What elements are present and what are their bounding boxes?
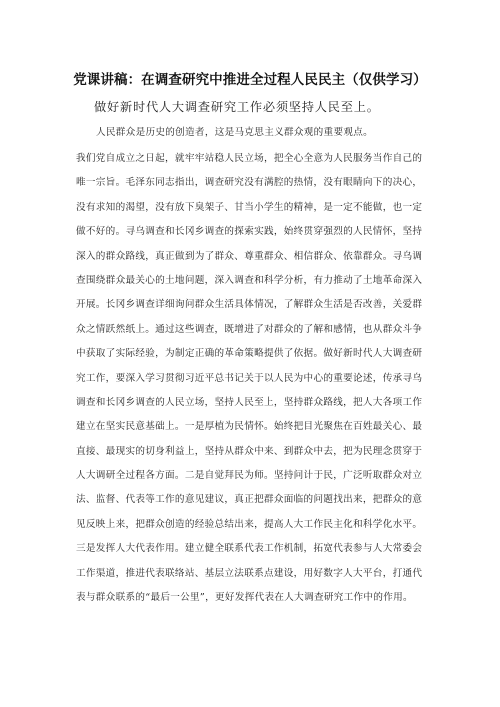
text-line: 人民群众是历史的创造者，这是马克思主义群众观的重要观点。	[96, 127, 374, 138]
text-line: 做不好的。寻乌调查和长冈乡调查的探索实践，始终贯穿强烈的人民情怀，坚持	[76, 226, 423, 238]
text-line: 直接、最现实的切身利益上，坚持从群众中来、到群众中去，把为民理念贯穿于	[76, 445, 423, 457]
text-line: 表与群众联系的“最后一公里”，更好发挥代表在人大调查研究工作中的作用。	[76, 592, 413, 604]
text-line: 我们党自成立之日起，就牢牢站稳人民立场，把全心全意为人民服务当作自己的	[76, 153, 423, 164]
text-line: 查围绕群众最关心的土地问题，深入调查和科学分析，有力推动了土地革命深入	[76, 274, 423, 286]
text-line: 人大调研全过程各方面。二是自觉拜民为师。坚持问计于民，广泛听取群众对立	[76, 470, 423, 482]
text-line: 法、监督、代表等工作的意见建议，真正把群众面临的问题找出来，把群众的意	[76, 494, 423, 506]
text-line: 没有求知的渴望，没有放下臭架子、甘当小学生的精神，是一定不能做，也一定	[76, 201, 423, 213]
text-line: 众之情跃然纸上。通过这些调查，既增进了对群众的了解和感情，也从群众斗争	[76, 323, 423, 335]
text-line: 调查和长冈乡调查的人民立场，坚持人民至上，坚持群众路线，把人大各项工作	[76, 396, 423, 408]
text-line: 深入的群众路线，真正做到为了群众、尊重群众、相信群众、依靠群众。寻乌调	[76, 250, 423, 262]
text-line: 唯一宗旨。毛泽东同志指出，调查研究没有满腔的热情，没有眼睛向下的决心，	[76, 177, 423, 189]
paragraph-intro	[76, 121, 466, 145]
text-line: 开展。长冈乡调查详细询问群众生活具体情况，了解群众生活是否改善，关爱群	[76, 299, 423, 311]
text-line: 见反映上来，把群众创造的经验总结出来，提高人大工作民主化和科学化水平。	[76, 518, 423, 530]
paragraph-body	[76, 147, 466, 610]
text-line: 究工作，要深入学习贯彻习近平总书记关于以人民为中心的重要论述，传承寻乌	[76, 372, 423, 384]
document-title: 党课讲稿：在调查研究中推进全过程人民民主（仅供学习）	[73, 72, 427, 88]
document-subtitle: 做好新时代人大调查研究工作必须坚持人民至上。	[94, 100, 380, 114]
text-line: 工作渠道，推进代表联络站、基层立法联系点建设，用好数字人大平台，打通代	[76, 567, 423, 579]
text-line: 中获取了实际经验，为制定正确的革命策略提供了依据。做好新时代人大调查研	[76, 348, 423, 360]
text-line: 建立在坚实民意基础上。一是厚植为民情怀。始终把目光聚焦在百姓最关心、最	[76, 421, 423, 433]
text-line: 三是发挥人大代表作用。建立健全联系代表工作机制，拓宽代表参与人大常委会	[76, 543, 423, 555]
